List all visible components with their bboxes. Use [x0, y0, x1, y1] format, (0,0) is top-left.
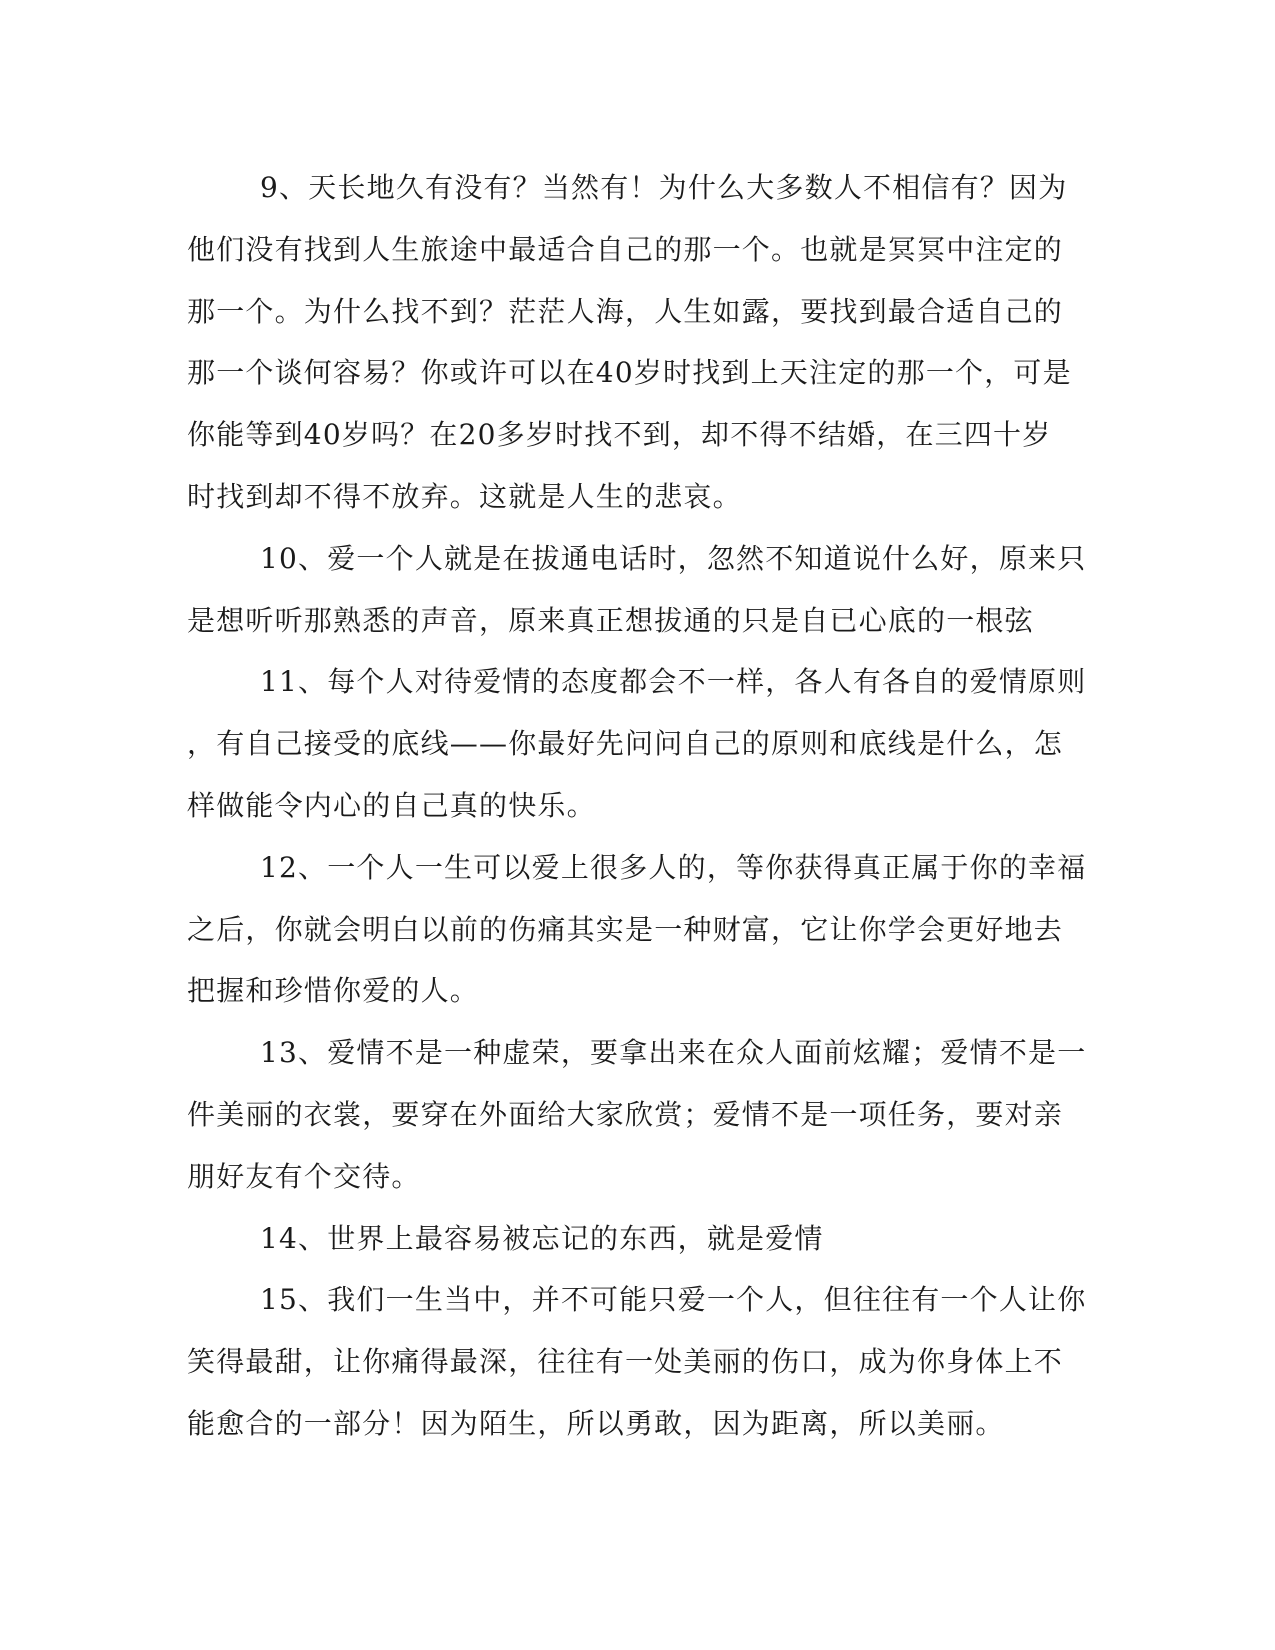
- paragraph-11-line-2: ，有自己接受的底线——你最好先问问自己的原则和底线是什么，怎: [187, 727, 1064, 761]
- paragraph-11-line-1: 11、每个人对待爱情的态度都会不一样，各人有各自的爱情原则: [260, 665, 1087, 699]
- paragraph-11-line-3: 样做能令内心的自己真的快乐。: [187, 788, 596, 822]
- paragraph-13-line-1: 13、爱情不是一种虚荣，要拿出来在众人面前炫耀；爱情不是一: [260, 1036, 1087, 1070]
- paragraph-15-line-2: 笑得最甜，让你痛得最深，往往有一处美丽的伤口，成为你身体上不: [187, 1345, 1064, 1379]
- paragraph-13-line-3: 朋好友有个交待。: [187, 1159, 421, 1193]
- paragraph-9-line-5: 你能等到40岁吗？在20多岁时找不到，却不得不结婚，在三四十岁: [187, 418, 1052, 452]
- paragraph-9-line-3: 那一个。为什么找不到？茫茫人海，人生如露，要找到最合适自己的: [187, 294, 1064, 328]
- paragraph-10-line-1: 10、爱一个人就是在拔通电话时，忽然不知道说什么好，原来只: [260, 541, 1087, 575]
- paragraph-13-line-2: 件美丽的衣裳，要穿在外面给大家欣赏；爱情不是一项任务，要对亲: [187, 1097, 1064, 1131]
- paragraph-9-line-2: 他们没有找到人生旅途中最适合自己的那一个。也就是冥冥中注定的: [187, 232, 1064, 266]
- paragraph-10-line-2: 是想听听那熟悉的声音，原来真正想拔通的只是自已心底的一根弦: [187, 603, 1034, 637]
- paragraph-12-line-1: 12、一个人一生可以爱上很多人的，等你获得真正属于你的幸福: [260, 850, 1087, 884]
- paragraph-12-line-2: 之后，你就会明白以前的伤痛其实是一种财富，它让你学会更好地去: [187, 912, 1064, 946]
- paragraph-9-line-1: 9、天长地久有没有？当然有！为什么大多数人不相信有？因为: [260, 171, 1068, 204]
- paragraph-15-line-3: 能愈合的一部分！因为陌生，所以勇敢，因为距离，所以美丽。: [187, 1406, 1005, 1440]
- paragraph-15-line-1: 15、我们一生当中，并不可能只爱一个人，但往往有一个人让你: [260, 1283, 1087, 1317]
- paragraph-9-line-6: 时找到却不得不放弃。这就是人生的悲哀。: [187, 479, 742, 513]
- paragraph-14-line-1: 14、世界上最容易被忘记的东西，就是爱情: [260, 1221, 824, 1255]
- paragraph-12-line-3: 把握和珍惜你爱的人。: [187, 974, 480, 1008]
- document-body: [187, 157, 1087, 1455]
- paragraph-9-line-4: 那一个谈何容易？你或许可以在40岁时找到上天注定的那一个，可是: [187, 356, 1072, 390]
